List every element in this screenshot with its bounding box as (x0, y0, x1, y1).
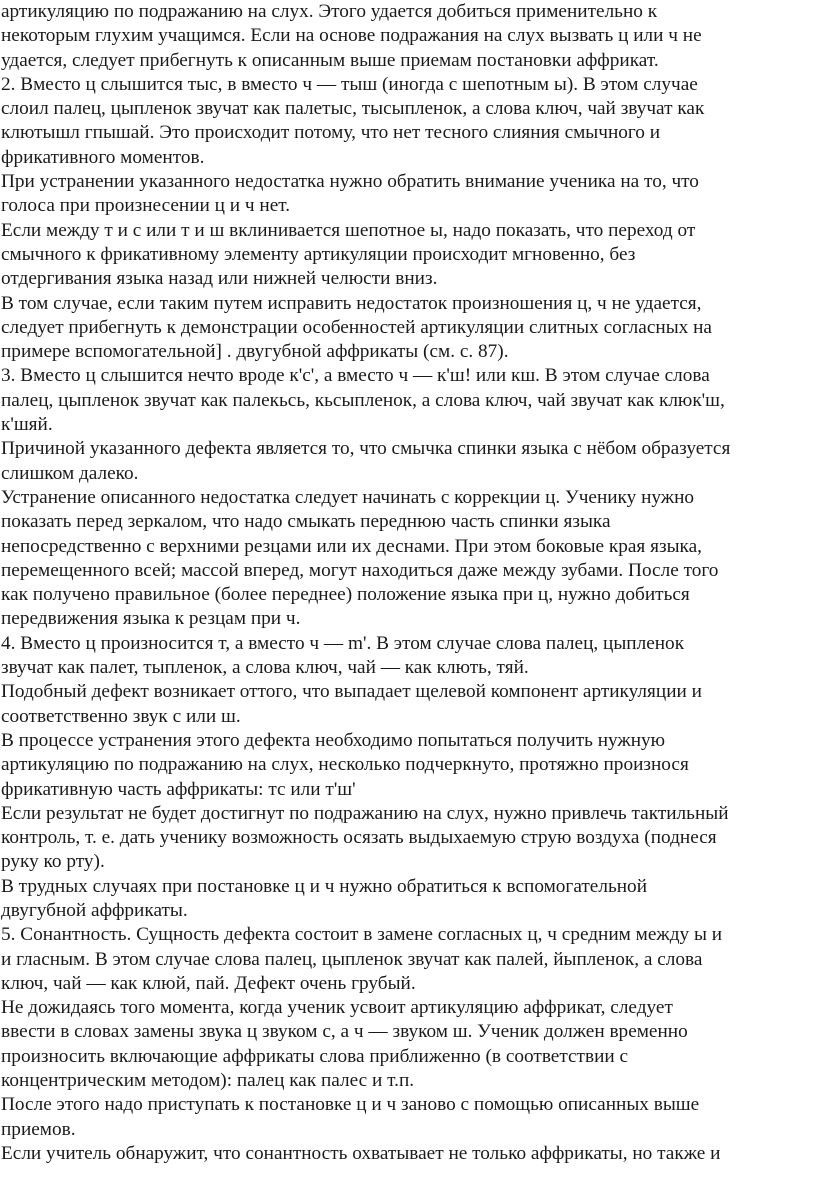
paragraph (1, 364, 816, 437)
paragraph (1, 875, 816, 924)
text-line: В процессе устранения этого дефекта необходимо попытаться получить нужную (1, 729, 666, 751)
text-line: контроль, т. е. дать ученику возможность осязать выдыхаемую струю воздуха (поднеся (1, 827, 717, 849)
paragraph (1, 923, 816, 996)
text-line: как получено правильное (более переднее) положение языка при ц, нужно добиться (1, 584, 690, 606)
text-line: концентрическим методом): палец как палес и т.п. (1, 1070, 415, 1092)
text-line: приемов. (1, 1118, 76, 1140)
paragraph (1, 0, 816, 73)
paragraph (1, 802, 816, 875)
text-line: В трудных случаях при постановке ц и ч нужно обратиться к вспомогательной (1, 875, 647, 897)
text-line: фрикативную часть аффрикаты: тс или т'ш' (1, 778, 356, 800)
text-line: Если между т и с или т и ш вклинивается шепотное ы, надо показать, что переход от (1, 219, 696, 241)
paragraph (1, 219, 816, 292)
text-line: удается, следует прибегнуть к описанным выше приемам постановки аффрикат. (1, 49, 659, 71)
document-body (1, 0, 816, 1166)
text-line: соответственно звук с или ш. (1, 705, 241, 727)
text-line: передвижения языка к резцам при ч. (1, 608, 301, 630)
text-line: Подобный дефект возникает оттого, что выпадает щелевой компонент артикуляции и (1, 681, 702, 703)
paragraph (1, 1093, 816, 1142)
text-line: артикуляцию по подражанию на слух, несколько подчеркнуто, протяжно произнося (1, 754, 689, 776)
text-line: руку ко рту). (1, 851, 105, 873)
text-line: 2. Вместо ц слышится тыс, в вместо ч — тыш (иногда с шепотным ы). В этом случае (1, 73, 698, 95)
text-line: голоса при произнесении ц и ч нет. (1, 195, 291, 217)
paragraph (1, 996, 816, 1093)
paragraph (1, 486, 816, 632)
text-line: ввести в словах замены звука ц звуком с, а ч — звуком ш. Ученик должен временно (1, 1021, 688, 1043)
text-line: Не дожидаясь того момента, когда ученик усвоит артикуляцию аффрикат, следует (1, 997, 673, 1019)
text-line: слишком далеко. (1, 462, 139, 484)
text-line: двугубной аффрикаты. (1, 899, 188, 921)
text-line: показать перед зеркалом, что надо смыкать переднюю часть спинки языка (1, 511, 611, 533)
text-line: некоторым глухим учащимся. Если на основе подражания на слух вызвать ц или ч не (1, 25, 702, 47)
text-line: и гласным. В этом случае слова палец, цыпленок звучат как палей, йыпленок, а слова (1, 948, 703, 970)
text-line: Если результат не будет достигнут по подражанию на слух, нужно привлечь тактильный (1, 802, 729, 824)
text-line: следует прибегнуть к демонстрации особенностей артикуляции слитных согласных на (1, 316, 712, 338)
text-line: При устранении указанного недостатка нужно обратить внимание ученика на то, что (1, 171, 699, 193)
text-line: примере вспомогательной] . двугубной аффрикаты (см. с. 87). (1, 341, 509, 363)
text-line: перемещенного всей; массой вперед, могут находиться даже между зубами. После того (1, 559, 719, 581)
paragraph (1, 437, 816, 486)
text-line: к'шяй. (1, 414, 53, 436)
text-line: 3. Вместо ц слышится нечто вроде к'с', а вместо ч — к'ш! или кш. В этом случае слова (1, 365, 710, 387)
text-line: В том случае, если таким путем исправить недостаток произношения ц, ч не удается, (1, 292, 702, 314)
text-line: отдергивания языка назад или нижней челюсти вниз. (1, 268, 438, 290)
text-line: палец, цыпленок звучат как палекьсь, кьсыпленок, а слова ключ, чай звучат как клюк'ш, (1, 389, 725, 411)
paragraph (1, 729, 816, 802)
paragraph (1, 632, 816, 681)
text-line: смычного к фрикативному элементу артикуляции происходит мгновенно, без (1, 243, 636, 265)
text-line: звучат как палет, тыпленок, а слова ключ, чай — как клють, тяй. (1, 657, 529, 679)
paragraph (1, 170, 816, 219)
text-line: клютышл гпышай. Это происходит потому, что нет тесного слияния смычного и (1, 122, 661, 144)
text-line: Причиной указанного дефекта является то, что смычка спинки языка с нёбом образуется (1, 438, 731, 460)
text-line: После этого надо приступать к постановке ц и ч заново с помощью описанных выше (1, 1094, 700, 1116)
text-line: Устранение описанного недостатка следует начинать с коррекции ц. Ученику нужно (1, 486, 695, 508)
text-line: фрикативного моментов. (1, 146, 205, 168)
text-line: непосредственно с верхними резцами или их деснами. При этом боковые края языка, (1, 535, 702, 557)
paragraph (1, 292, 816, 365)
paragraph (1, 73, 816, 170)
paragraph (1, 1142, 816, 1166)
text-line: 5. Сонантность. Сущность дефекта состоит в замене согласных ц, ч средним между ы и (1, 924, 723, 946)
text-line: ключ, чай — как клюй, пай. Дефект очень грубый. (1, 972, 416, 994)
text-line: артикуляцию по подражанию на слух. Этого удается добиться применительно к (1, 1, 658, 22)
text-line: Если учитель обнаружит, что сонантность охватывает не только аффрикаты, но также и (1, 1142, 721, 1164)
paragraph (1, 680, 816, 729)
text-line: 4. Вместо ц произносится т, а вместо ч — m'. В этом случае слова палец, цыпленок (1, 632, 685, 654)
text-line: слоил палец, цыпленок звучат как палетыс, тысыпленок, а слова ключ, чай звучат как (1, 98, 705, 120)
text-line: произносить включающие аффрикаты слова приближенно (в соответствии с (1, 1045, 629, 1067)
